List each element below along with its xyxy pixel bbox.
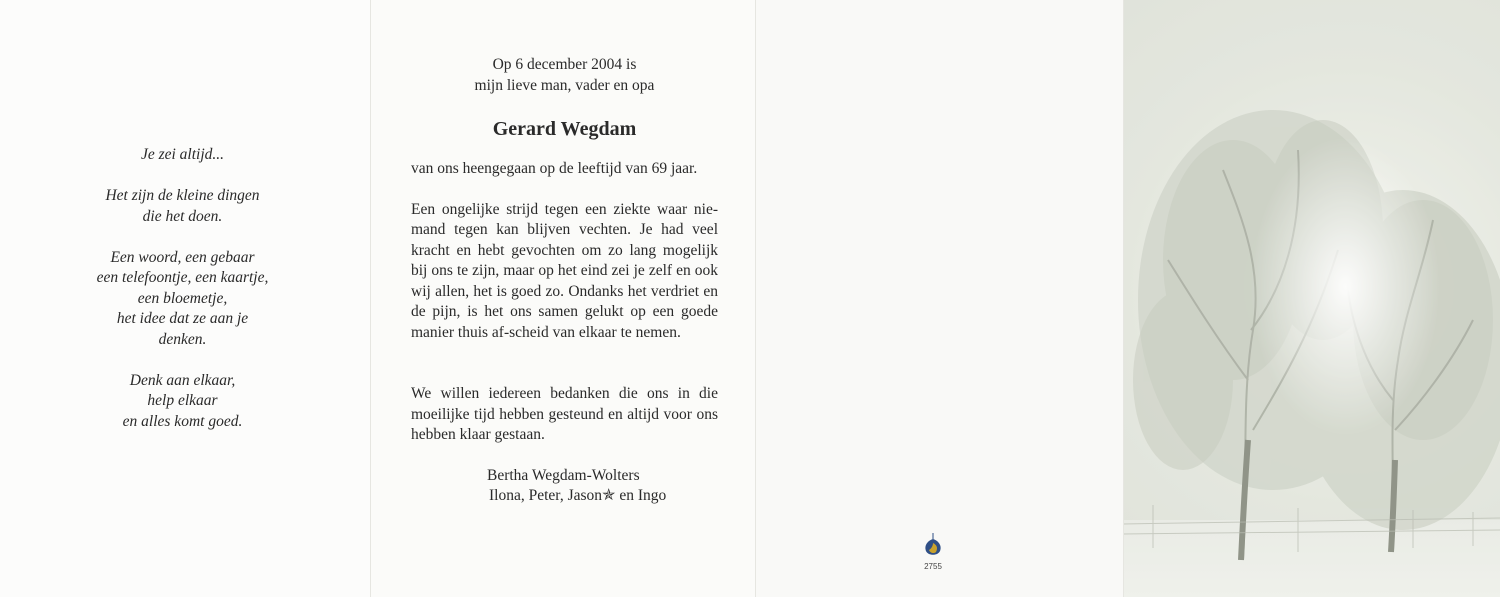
signature-last-name: en Ingo: [615, 487, 667, 504]
signature-widow: Bertha Wegdam-Wolters: [487, 466, 640, 484]
signature-children-names: Ilona, Peter, Jason: [489, 487, 603, 504]
poem-line: Je zei altijd...: [140, 146, 225, 163]
poem-stanza: [60, 248, 305, 351]
printer-code: 2755: [924, 562, 942, 571]
poem-stanza: [60, 145, 305, 166]
body-paragraph: Een ongelijke strijd tegen een ziekte waar nie-mand tegen kan blijven vechten. Je had veel kracht en hebt gevochten om zo lang mogelijk bij ons te zijn, maar op het eind zei je zelf en ook wij allen, het is goed zo. Ondanks het verdriet en de pijn, is het ons samen gelukt op een goede manier thuis af-scheid van elkaar te nemen.: [411, 200, 718, 341]
tree-illustration: [1123, 0, 1500, 597]
poem-line: een bloemetje,: [137, 289, 228, 307]
passed-away-line: van ons heengegaan op de leeftijd van 69 jaar.: [411, 160, 698, 177]
thanks-paragraph: We willen iedereen bedanken die ons in die moeilijke tijd hebben gesteund en altijd voor ons hebben klaar gestaan.: [411, 385, 718, 443]
signature-children: [487, 486, 718, 507]
death-notice: [411, 55, 718, 507]
poem-line: Denk aan elkaar,: [129, 371, 236, 389]
intro-line-1: Op 6 december 2004 is: [492, 56, 637, 73]
deceased-name: Gerard Wegdam: [492, 118, 637, 140]
poem-line: en alles komt goed.: [122, 412, 243, 430]
fold-line-right: [1123, 0, 1124, 597]
winter-tree-photo: [1123, 0, 1500, 597]
poem-line: denken.: [158, 330, 207, 348]
poem-line: help elkaar: [147, 392, 218, 409]
poem-line: een telefoontje, een kaartje,: [96, 269, 269, 286]
printer-logo-icon: [923, 533, 943, 559]
poem-stanza: [60, 186, 305, 227]
poem-line: die het doen.: [142, 207, 223, 225]
poem: [60, 145, 305, 453]
poem-stanza: [60, 371, 305, 433]
back-panel: [755, 0, 1124, 597]
fold-line-middle: [755, 0, 756, 597]
star-icon: ✯: [602, 487, 616, 504]
intro-text: [411, 55, 718, 96]
intro-line-2: mijn lieve man, vader en opa: [474, 76, 655, 94]
poem-line: Het zijn de kleine dingen: [105, 187, 260, 204]
poem-line: het idee dat ze aan je: [116, 310, 249, 327]
signature-block: [487, 466, 718, 507]
poem-line: Een woord, een gebaar: [110, 248, 255, 266]
fold-line-left: [370, 0, 371, 597]
